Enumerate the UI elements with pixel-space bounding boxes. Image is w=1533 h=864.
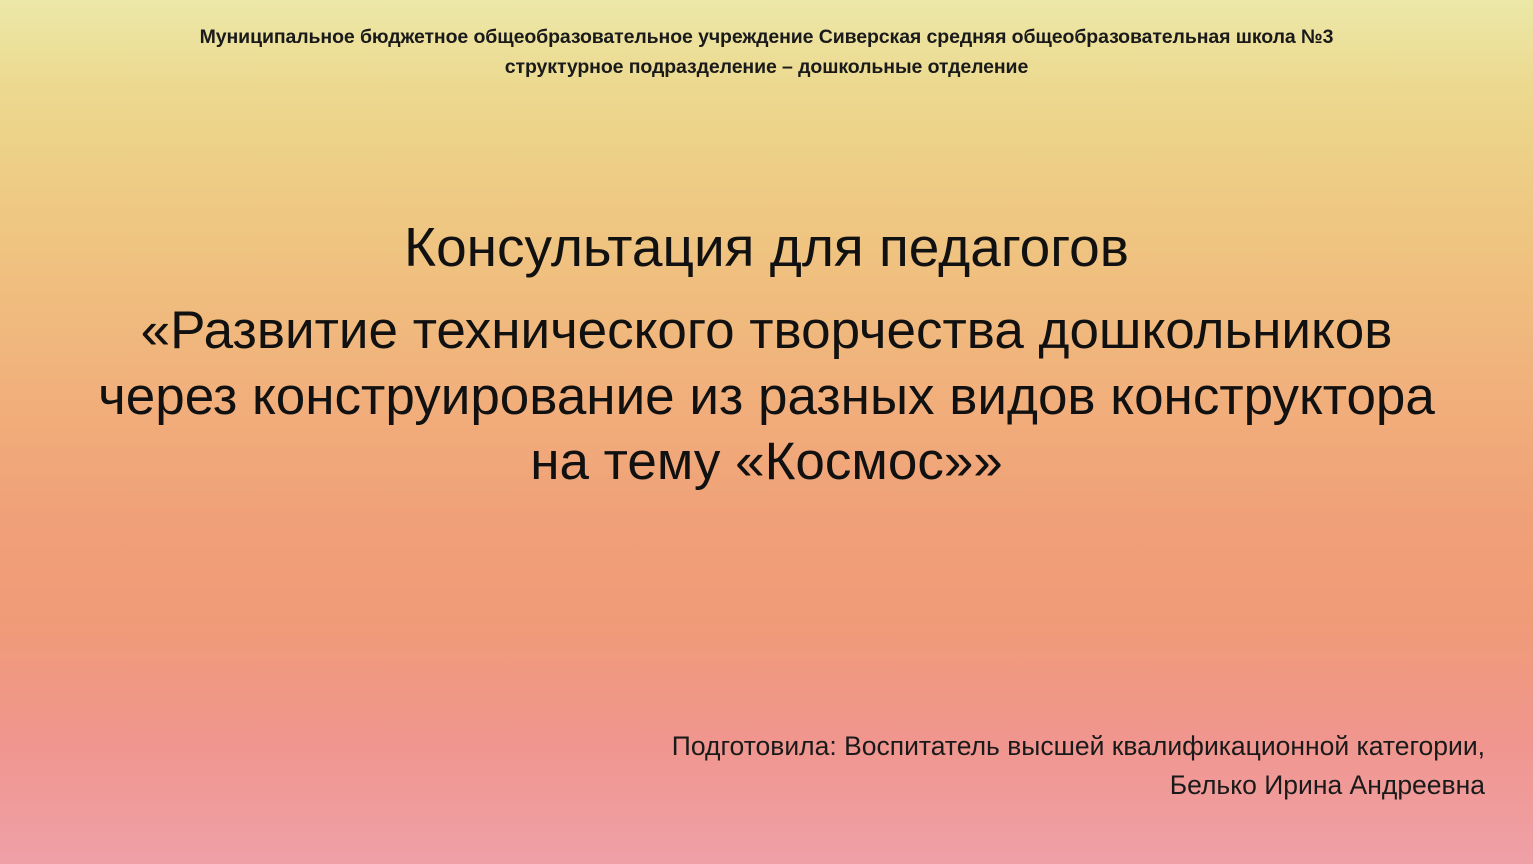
- page-subtitle: «Развитие технического творчества дошкольников через конструирование из разных видов конструктора на тему «Космос»»: [98, 300, 1435, 492]
- author-credit: [555, 727, 1485, 807]
- slide-title-block: [0, 215, 1533, 495]
- page-title: Консультация для педагогов: [404, 216, 1129, 278]
- institution-header-line-1: Муниципальное бюджетное общеобразовательное учреждение Сиверская средняя общеобразовательная школа №3: [199, 26, 1334, 48]
- author-credit-line-1: Подготовила: Воспитатель высшей квалификационной категории,: [671, 730, 1485, 761]
- institution-header-line-2: структурное подразделение – дошкольные отделение: [504, 56, 1029, 79]
- author-credit-line-2: Белько Ирина Андреевна: [1169, 770, 1485, 801]
- institution-header: [0, 22, 1533, 82]
